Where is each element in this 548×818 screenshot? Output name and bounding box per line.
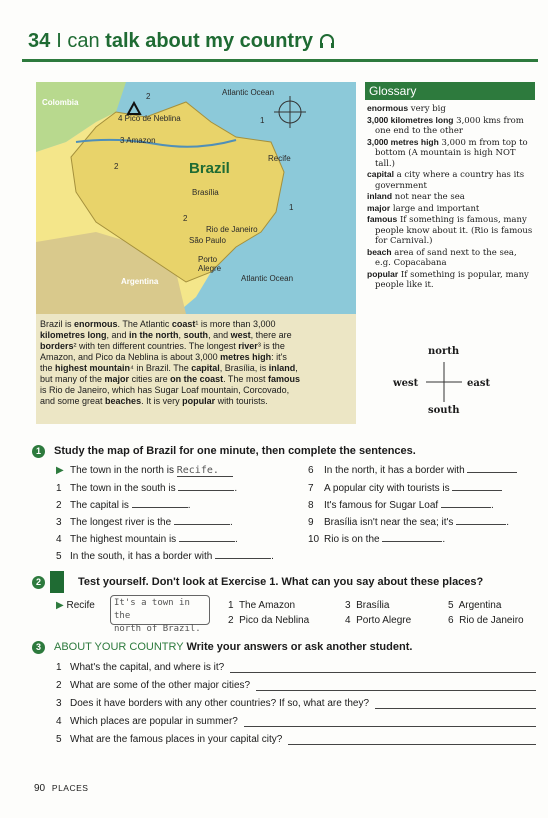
ex2-place-name: Argentina — [458, 600, 502, 611]
ex2-place-name: Porto Alegre — [356, 615, 412, 626]
ex1-item — [56, 465, 233, 477]
map-label-alegre: Alegre — [198, 264, 222, 273]
cover-tab-icon — [50, 571, 64, 593]
ex2-place-number: 3 — [345, 600, 351, 611]
glossary-entry — [367, 214, 533, 247]
ex2-place-number: 1 — [228, 600, 234, 611]
ex1-item-number: 4 — [56, 534, 62, 545]
ex2-place-number: 6 — [448, 615, 454, 626]
ex3-question-text: What are some of the other major cities? — [70, 680, 251, 691]
ex3-answer-line[interactable] — [256, 680, 536, 691]
ex1-answer-blank[interactable] — [467, 472, 517, 473]
ex1-item-number: 10 — [308, 534, 320, 545]
glossary-def: a city where a country has its government — [375, 170, 525, 191]
glossary-def: not near the sea — [394, 192, 465, 202]
glossary-def: If something is popular, many people like it. — [375, 269, 529, 290]
exercise-1-badge: 1 — [32, 445, 45, 458]
title-bold: talk about my country — [105, 30, 313, 52]
ex3-answer-line[interactable] — [288, 734, 536, 745]
info-line: but many of the major cities are on the coast. The most famous — [40, 374, 300, 384]
ex2-place-name: The Amazon — [238, 600, 296, 611]
ex2-place — [345, 615, 411, 626]
ex1-item-end: . — [229, 517, 233, 528]
ex3-answer-line[interactable] — [244, 716, 536, 727]
ex1-item — [308, 500, 494, 511]
ex1-item-text: The town in the north is — [70, 465, 174, 476]
ex3-question — [56, 680, 536, 691]
ex1-item — [308, 465, 517, 476]
ex1-item — [308, 534, 445, 545]
ex2-place — [228, 600, 295, 611]
page-number: 90 — [34, 783, 46, 794]
ex3-question-number: 2 — [56, 680, 62, 691]
ex1-item-end: . — [187, 500, 191, 511]
map-label-rio: Rio de Janeiro — [206, 225, 258, 234]
ex1-item-number: ▶ — [56, 465, 64, 476]
ex1-item-number: 5 — [56, 551, 62, 562]
ex2-place — [228, 615, 309, 626]
glossary-entry — [367, 115, 533, 137]
map-label-pico: 4 Pico de Neblina — [118, 114, 181, 123]
glossary-body — [365, 100, 535, 294]
ex2-place-number: 5 — [448, 600, 454, 611]
ex1-item — [308, 517, 509, 528]
ex1-item-end: . — [506, 517, 509, 528]
ex3-question — [56, 662, 536, 673]
info-line: Amazon, and Pico da Neblina is about 3,000 metres high: it's — [40, 352, 287, 362]
ex2-place-name: Brasília — [356, 600, 390, 611]
exercise-3-badge: 3 — [32, 641, 45, 654]
ex3-question — [56, 734, 536, 745]
ex1-item-text: It's famous for Sugar Loaf — [324, 500, 439, 511]
ex1-answer-blank[interactable] — [382, 541, 442, 542]
ex3-answer-line[interactable] — [230, 662, 536, 673]
title-plain: I can — [56, 30, 100, 52]
ex2-answer-line-1: It's a town in the — [114, 598, 190, 621]
ex1-item — [56, 500, 190, 511]
map-marker-2-west: 2 — [114, 162, 119, 171]
ex1-item — [56, 483, 237, 494]
map-label-porto: Porto — [198, 255, 218, 264]
glossary-term: major — [367, 202, 391, 213]
exercise-2-instruction: Test yourself. Don't look at Exercise 1. What can you say about these places? — [78, 576, 484, 588]
ex1-item-text: The capital is — [70, 500, 129, 511]
glossary-entry — [367, 169, 533, 191]
ex2-example-place: Recife — [66, 600, 95, 611]
ex2-place — [345, 600, 389, 611]
glossary-term: famous — [367, 214, 398, 224]
audio-icon[interactable] — [319, 34, 335, 48]
unit-number: 34 — [28, 30, 51, 52]
ex1-item-text: A popular city with tourists is — [324, 483, 450, 494]
map-label-amazon: 3 Amazon — [120, 136, 156, 145]
ex1-item-end: . — [490, 500, 494, 511]
ex1-item-number: 8 — [308, 500, 314, 511]
ex1-answer-blank[interactable] — [174, 524, 230, 525]
ex3-question-number: 5 — [56, 734, 62, 745]
glossary-def: large and important — [392, 203, 480, 214]
map-label-atlantic-bottom: Atlantic Ocean — [241, 274, 294, 283]
ex1-item-number: 9 — [308, 517, 314, 528]
ex1-answer-blank[interactable] — [178, 490, 234, 491]
map-marker-2-south: 2 — [183, 214, 188, 223]
ex1-item — [56, 517, 233, 528]
glossary-term: 3,000 kilometres long — [367, 114, 454, 125]
ex2-place-number: 4 — [345, 615, 351, 626]
ex2-place — [448, 615, 524, 626]
ex1-item-number: 7 — [308, 483, 314, 494]
ex3-answer-line[interactable] — [375, 698, 536, 709]
glossary-entry — [367, 137, 533, 170]
ex3-question-text: What are the famous places in your capital city? — [70, 734, 283, 745]
ex2-place — [448, 600, 501, 611]
ex3-question-text: Does it have borders with any other countries? If so, what are they? — [70, 698, 370, 709]
brazil-map — [36, 82, 356, 314]
info-line: the highest mountain⁴ in Brazil. The capital, Brasília, is inland, — [40, 363, 298, 373]
map-label-recife: Recife — [268, 154, 291, 163]
ex1-item-text: Rio is on the — [324, 534, 380, 545]
ex2-example — [56, 600, 95, 611]
glossary-def: 3,000 kms from one end to the other — [375, 115, 524, 136]
ex1-item — [308, 483, 502, 494]
footer-section: PLACES — [51, 783, 89, 793]
map-label-brazil: Brazil — [189, 160, 230, 177]
glossary-def: area of sand next to the sea, e.g. Copacabana — [375, 247, 517, 268]
glossary-entry — [367, 191, 533, 203]
ex1-item-text: Brasília isn't near the sea; it's — [324, 517, 454, 528]
map-label-colombia: Colombia — [42, 98, 79, 107]
glossary-term: inland — [367, 191, 393, 201]
glossary-entry — [367, 203, 533, 215]
glossary-term: popular — [367, 268, 399, 279]
info-line: kilometres long, and in the north, south, and west, there are — [40, 330, 292, 340]
info-line: Brazil is enormous. The Atlantic coast¹ is more than 3,000 — [40, 319, 276, 329]
ex1-item-text: The town in the south is — [70, 483, 176, 494]
info-line: and some great beaches. It is very popular with tourists. — [40, 396, 268, 406]
ex3-question-number: 4 — [56, 716, 62, 727]
map-label-atlantic-top: Atlantic Ocean — [222, 88, 275, 97]
ex3-question — [56, 698, 536, 709]
example-arrow-icon: ▶ — [56, 600, 64, 611]
ex1-item-number: 1 — [56, 483, 62, 494]
compass-south: south — [428, 405, 460, 416]
ex1-item-end: . — [234, 483, 238, 494]
map-marker-2-top: 2 — [146, 92, 151, 101]
map-label-argentina: Argentina — [121, 277, 159, 286]
glossary-term: capital — [367, 169, 394, 179]
ex2-example-answer-bubble — [110, 595, 210, 634]
ex3-question-number: 3 — [56, 698, 62, 709]
exercise-3-heading: ABOUT YOUR COUNTRY — [54, 641, 184, 653]
ex1-item-end: . — [442, 534, 446, 545]
info-line: borders² with ten different countries. The longest river³ is the — [40, 341, 285, 351]
glossary-term: enormous — [367, 103, 409, 113]
compass-cross-icon — [426, 362, 462, 402]
exercise-2-badge: 2 — [32, 576, 45, 589]
ex1-answer-blank[interactable] — [215, 558, 271, 559]
ex1-item-text: The highest mountain is — [70, 534, 177, 545]
title-rule — [22, 59, 538, 62]
info-text — [40, 319, 352, 407]
glossary-entry — [367, 103, 533, 115]
glossary-term: beach — [367, 246, 392, 257]
ex1-answer-blank[interactable] — [456, 524, 506, 525]
page-footer — [34, 783, 88, 794]
exercise-3-header — [54, 641, 412, 653]
map-label-sao-paulo: São Paulo — [189, 236, 226, 245]
glossary-term: 3,000 metres high — [367, 136, 439, 147]
ex1-item-number: 6 — [308, 465, 314, 476]
ex1-item-text: The longest river is the — [70, 517, 172, 528]
ex3-question-number: 1 — [56, 662, 62, 673]
ex1-item-text: In the south, it has a border with — [70, 551, 213, 562]
ex1-item-number: 3 — [56, 517, 62, 528]
compass-west: west — [393, 378, 419, 389]
glossary-heading: Glossary — [365, 82, 535, 100]
ex1-answer-blank[interactable] — [441, 507, 491, 508]
ex1-item-end: . — [234, 534, 238, 545]
ex2-answer-line-2: north of Brazil. — [114, 624, 201, 634]
ex1-item-number: 2 — [56, 500, 62, 511]
map-marker-1-top: 1 — [260, 116, 265, 125]
map-image — [36, 82, 356, 314]
ex2-place-name: Rio de Janeiro — [459, 615, 524, 626]
ex1-item — [56, 551, 274, 562]
ex1-example-answer: Recife. — [177, 465, 233, 477]
compass-east: east — [467, 378, 491, 389]
map-label-brasilia: Brasília — [192, 188, 219, 197]
ex1-item — [56, 534, 238, 545]
map-marker-1-east: 1 — [289, 203, 294, 212]
glossary-entry — [367, 269, 533, 291]
glossary-def: If something is famous, many people know about it. (Rio is famous for Carnival.) — [375, 215, 533, 246]
ex1-answer-blank[interactable] — [132, 507, 188, 508]
glossary-def: 3,000 m from top to bottom (A mountain is high NOT tall.) — [375, 137, 528, 169]
exercise-1-instruction: Study the map of Brazil for one minute, then complete the sentences. — [54, 445, 416, 457]
ex2-place-name: Pico da Neblina — [239, 615, 310, 626]
ex1-item-end: . — [271, 551, 274, 562]
page-title — [28, 30, 335, 53]
info-line: is Rio de Janeiro, which has Sugar Loaf mountain, Corcovado, — [40, 385, 290, 395]
compass-north: north — [428, 346, 460, 357]
exercise-3-instruction: Write your answers or ask another student. — [186, 641, 413, 653]
ex2-place-number: 2 — [228, 615, 234, 626]
ex1-answer-blank[interactable] — [179, 541, 235, 542]
glossary-def: very big — [410, 104, 446, 114]
ex3-question-text: What's the capital, and where is it? — [70, 662, 225, 673]
glossary-entry — [367, 247, 533, 269]
ex1-answer-blank[interactable] — [452, 490, 502, 491]
glossary — [365, 82, 535, 294]
ex1-item-text: In the north, it has a border with — [324, 465, 465, 476]
ex3-question — [56, 716, 536, 727]
ex3-question-text: Which places are popular in summer? — [70, 716, 238, 727]
